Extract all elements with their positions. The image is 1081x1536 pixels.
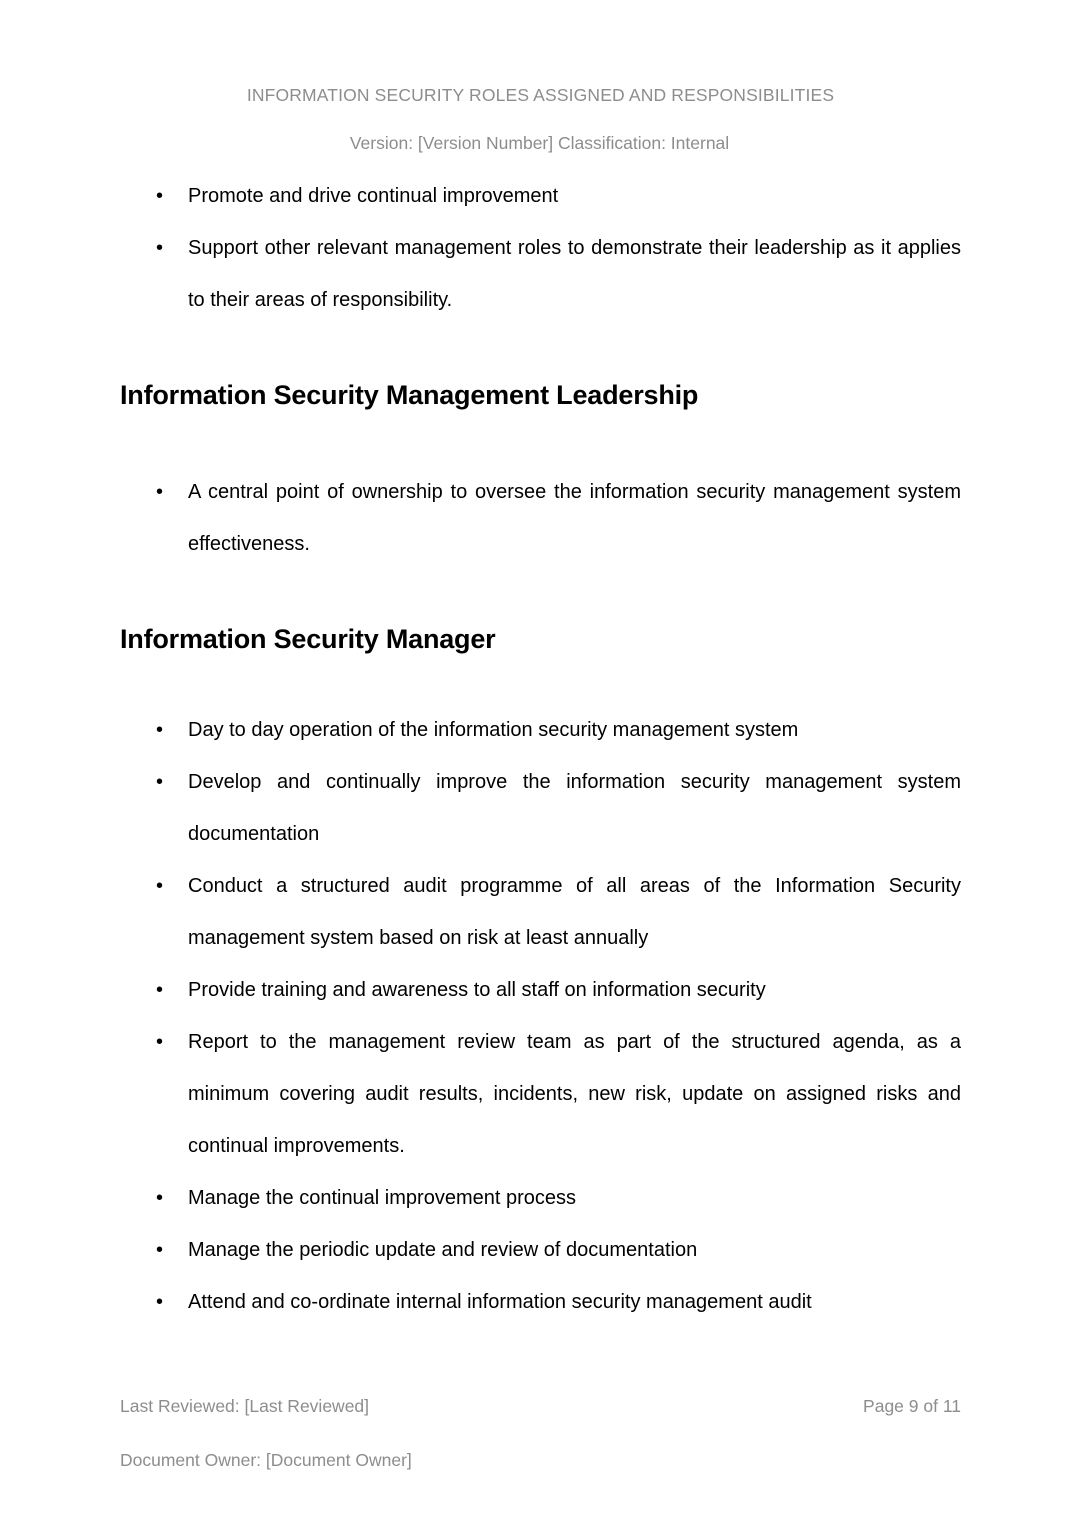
top-bullet-list — [120, 170, 961, 326]
spacer — [120, 656, 961, 704]
document-footer — [120, 1394, 961, 1472]
spacer — [120, 570, 961, 622]
list-item: • Attend and co-ordinate internal information security management audit — [120, 1276, 961, 1328]
spacer — [120, 412, 961, 466]
footer-row-secondary — [120, 1448, 961, 1472]
document-body — [120, 170, 961, 1328]
list-item: • A central point of ownership to oversee the information security management system effectiveness. — [120, 466, 961, 570]
document-header — [0, 84, 1081, 154]
section-heading-management-leadership: Information Security Management Leadership — [120, 380, 699, 410]
information-security-manager-bullet-list — [120, 704, 961, 1328]
header-title: INFORMATION SECURITY ROLES ASSIGNED AND RESPONSIBILITIES — [246, 85, 835, 105]
footer-row-primary — [120, 1394, 961, 1418]
footer-page-number: Page 9 of 11 — [863, 1396, 961, 1416]
list-item: • Provide training and awareness to all staff on information security — [120, 964, 961, 1016]
header-subtitle: Version: [Version Number] Classification: Internal — [349, 133, 730, 153]
spacer — [120, 326, 961, 378]
management-leadership-bullet-list — [120, 466, 961, 570]
list-item: • Manage the continual improvement process — [120, 1172, 961, 1224]
list-item: • Support other relevant management roles to demonstrate their leadership as it applies to their areas of responsibility. — [120, 222, 961, 326]
list-item: • Conduct a structured audit programme of all areas of the Information Security management system based on risk at least annually — [120, 860, 961, 964]
list-item: • Day to day operation of the information security management system — [120, 704, 961, 756]
section-heading-information-security-manager: Information Security Manager — [120, 624, 496, 654]
list-item: • Report to the management review team as part of the structured agenda, as a minimum covering audit results, incidents, new risk, update on assigned risks and continual improvements. — [120, 1016, 961, 1172]
footer-document-owner: Document Owner: [Document Owner] — [120, 1450, 412, 1470]
list-item: • Promote and drive continual improvement — [120, 170, 961, 222]
footer-last-reviewed: Last Reviewed: [Last Reviewed] — [120, 1396, 370, 1416]
list-item: • Develop and continually improve the information security management system documentation — [120, 756, 961, 860]
list-item: • Manage the periodic update and review of documentation — [120, 1224, 961, 1276]
